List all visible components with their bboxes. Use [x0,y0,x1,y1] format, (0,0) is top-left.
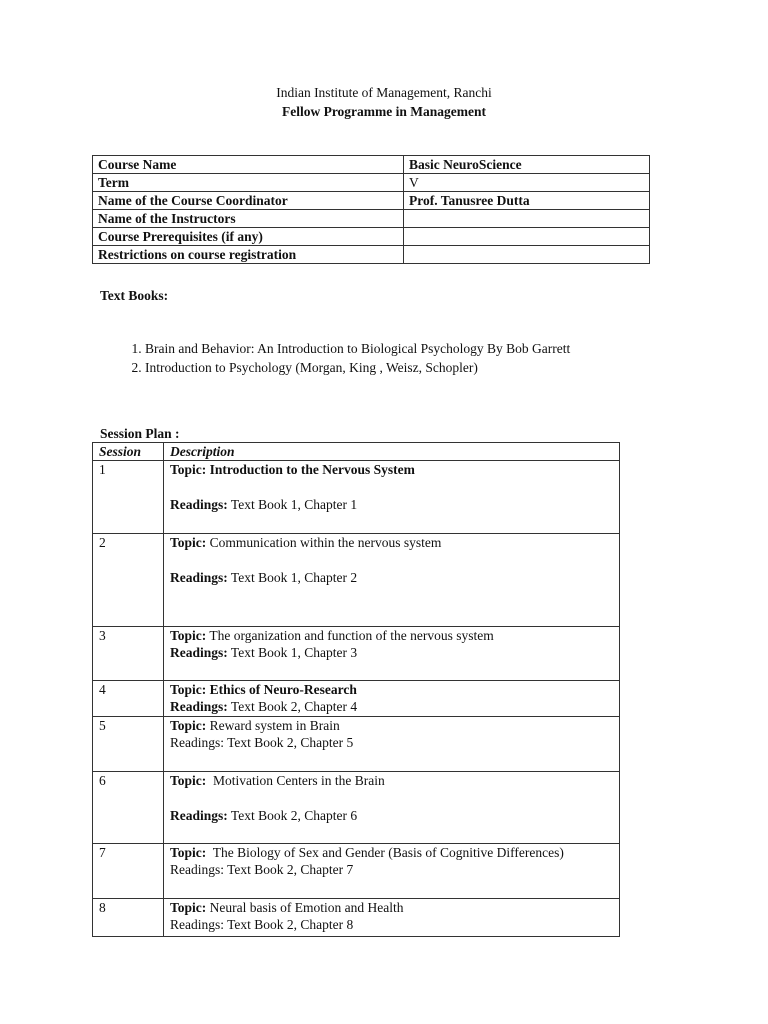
topic-label: Topic: [170,718,207,733]
table-row [93,174,650,192]
coordinator-value: Prof. Tanusree Dutta [404,192,650,210]
institute-name: Indian Institute of Management, Ranchi [276,85,492,100]
topic-text: The organization and function of the nervous system [209,628,494,643]
course-name-value: Basic NeuroScience [404,156,650,174]
readings-label: Readings: [170,645,228,660]
table-row [93,681,620,717]
description-column-header: Description [164,443,620,461]
session-number: 6 [93,772,164,844]
table-row [93,210,650,228]
prerequisites-value [404,228,650,246]
session-column-header: Session [93,443,164,461]
session-number: 4 [93,681,164,717]
readings-label: Readings: [170,808,228,823]
session-description [164,717,620,772]
session-number: 8 [93,899,164,937]
readings-text: Text Book 1, Chapter 1 [230,497,358,512]
session-description [164,461,620,534]
readings-text: Text Book 2, Chapter 6 [230,808,358,823]
topic-text: Motivation Centers in the Brain [213,773,385,788]
session-number: 1 [93,461,164,534]
term-label: Term [93,174,404,192]
readings-text: Text Book 1, Chapter 3 [230,645,358,660]
session-description [164,899,620,937]
instructors-label: Name of the Instructors [93,210,404,228]
table-row [93,228,650,246]
topic-label: Topic: [170,535,207,550]
programme-name: Fellow Programme in Management [281,104,487,119]
session-description [164,844,620,899]
table-row [93,246,650,264]
readings-text: Readings: Text Book 2, Chapter 5 [170,735,354,750]
list-item: 2. Introduction to Psychology (Morgan, King , Weisz, Schopler) [145,358,570,377]
list-item: 1. Brain and Behavior: An Introduction to Biological Psychology By Bob Garrett [145,339,570,358]
instructors-value [404,210,650,228]
readings-text: Readings: Text Book 2, Chapter 8 [170,917,354,932]
table-row [93,192,650,210]
topic-text: Communication within the nervous system [209,535,442,550]
table-header-row [93,443,620,461]
readings-label: Readings: [170,699,228,714]
text-books-heading: Text Books: [100,288,169,303]
session-number: 5 [93,717,164,772]
session-plan-table [92,442,620,937]
topic-text: Introduction to the Nervous System [209,462,415,477]
session-plan-heading: Session Plan : [100,426,180,441]
table-row [93,717,620,772]
text-books-list [100,339,570,377]
topic-label: Topic: [170,900,207,915]
readings-label: Readings: [170,497,228,512]
session-description [164,534,620,627]
topic-label: Topic: [170,462,207,477]
table-row [93,534,620,627]
table-row [93,461,620,534]
restrictions-value [404,246,650,264]
table-row [93,899,620,937]
topic-label: Topic: [170,845,207,860]
session-description [164,627,620,681]
table-row [93,772,620,844]
restrictions-label: Restrictions on course registration [93,246,404,264]
topic-text: The Biology of Sex and Gender (Basis of Cognitive Differences) [212,845,564,860]
session-number: 2 [93,534,164,627]
session-number: 3 [93,627,164,681]
readings-text: Text Book 2, Chapter 4 [230,699,358,714]
topic-text: Reward system in Brain [209,718,340,733]
course-name-label: Course Name [93,156,404,174]
topic-text: Ethics of Neuro-Research [209,682,357,697]
topic-label: Topic: [170,628,207,643]
table-row [93,844,620,899]
session-number: 7 [93,844,164,899]
coordinator-label: Name of the Course Coordinator [93,192,404,210]
topic-label: Topic: [170,773,207,788]
course-info-table [92,155,650,264]
topic-label: Topic: [170,682,207,697]
session-description [164,772,620,844]
readings-text: Readings: Text Book 2, Chapter 7 [170,862,354,877]
term-value: V [404,174,650,192]
readings-label: Readings: [170,570,228,585]
topic-text: Neural basis of Emotion and Health [209,900,404,915]
table-row [93,156,650,174]
prerequisites-label: Course Prerequisites (if any) [93,228,404,246]
table-row [93,627,620,681]
session-description [164,681,620,717]
readings-text: Text Book 1, Chapter 2 [230,570,358,585]
